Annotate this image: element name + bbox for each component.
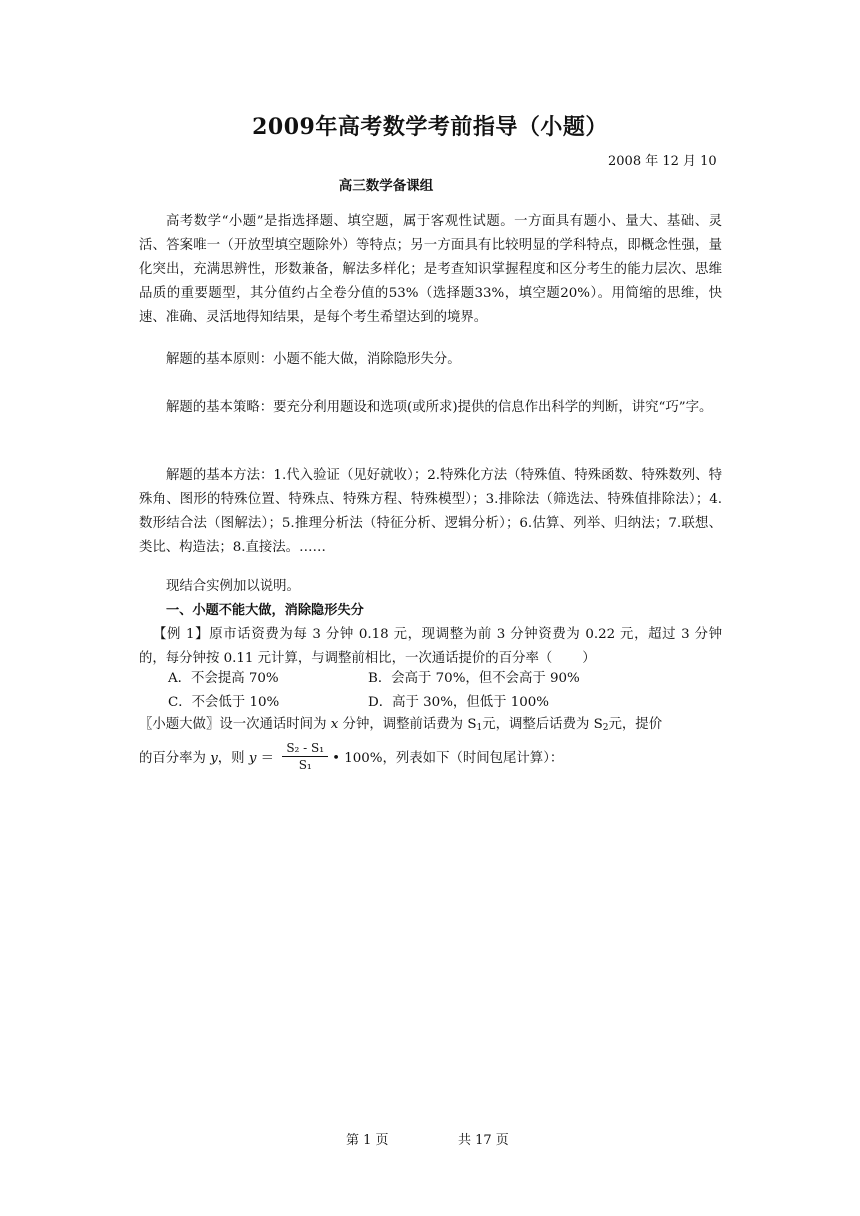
principle-paragraph: 解题的基本原则：小题不能大做，消除隐形失分。 bbox=[166, 352, 461, 367]
option-c: C．不会低于 10% bbox=[168, 695, 280, 710]
note-text: • 100%，列表如下（时间包尾计算）： bbox=[332, 751, 564, 766]
combine-paragraph: 现结合实例加以说明。 bbox=[166, 579, 300, 594]
note-line-2 bbox=[139, 742, 722, 782]
option-a: A．不会提高 70% bbox=[168, 671, 279, 686]
note-text: 分钟，调整前话费为 S bbox=[338, 717, 477, 732]
note-text: 〖小题大做〗设一次通话时间为 bbox=[139, 717, 331, 732]
section-heading: 一、小题不能大做，消除隐形失分 bbox=[166, 603, 364, 618]
total-pages: 共 17 页 bbox=[458, 1133, 509, 1148]
subscript-1: 1 bbox=[476, 723, 483, 733]
document-author: 高三数学备课组 bbox=[338, 178, 434, 194]
variable-y: y bbox=[248, 751, 257, 766]
note-line-1 bbox=[139, 713, 722, 740]
example-1-text-end: ） bbox=[582, 651, 596, 666]
note-text: 元，提价 bbox=[608, 717, 663, 732]
intro-paragraph: 高考数学“小题”是指选择题、填空题，属于客观性试题。一方面具有题小、量大、基础、灵活、答案唯一（开放型填空题除外）等特点；另一方面具有比较明显的学科特点，即概念性强，量化突出，充满思辨性，形数兼备，解法多样化；是考查知识掌握程度和区分考生的能力层次、思维品质的重要题型，其分值约占全卷分值的53%（选择题33%，填空题20%）。用简缩的思维，快速、准确、灵活地得知结果，是每个考生希望达到的境界。 bbox=[139, 214, 722, 325]
strategy-paragraph: 解题的基本策略：要充分利用题设和选项(或所求)提供的信息作出科学的判断，讲究“巧”字。 bbox=[166, 400, 713, 415]
note-text: 元，调整后话费为 S bbox=[482, 717, 603, 732]
note-text: ，则 bbox=[217, 751, 249, 766]
subscript-2: 2 bbox=[602, 723, 609, 733]
methods-paragraph: 解题的基本方法：1.代入验证（见好就收）；2.特殊化方法（特殊值、特殊函数、特殊数列、特殊角、图形的特殊位置、特殊点、特殊方程、特殊模型）；3.排除法（筛选法、特殊值排除法）；4.数形结合法（图解法）；5.推理分析法（特征分析、逻辑分析）；6.估算、列举、归纳法；7.联想、类比、构造法；8.直接法。…… bbox=[139, 468, 722, 555]
equals-sign: ＝ bbox=[256, 751, 279, 766]
example-1-text: 【例 1】原市话资费为每 3 分钟 0.18 元，现调整为前 3 分钟资费为 0.22 元，超过 3 分钟的，每分钟按 0.11 元计算，与调整前相比，一次通话提价的百分率（ bbox=[139, 627, 722, 666]
option-b: B．会高于 70%，但不会高于 90% bbox=[368, 671, 580, 686]
options-row-1 bbox=[168, 667, 580, 691]
example-1-question bbox=[139, 623, 722, 671]
variable-x: x bbox=[330, 717, 339, 732]
fraction-numerator: S₂ - S₁ bbox=[282, 740, 328, 757]
fraction bbox=[282, 740, 328, 773]
variable-y: y bbox=[210, 751, 218, 766]
note-text: 的百分率为 bbox=[139, 751, 211, 766]
document-title: 2009年高考数学考前指导（小题） bbox=[252, 114, 608, 140]
fraction-denominator: S₁ bbox=[298, 758, 312, 772]
page-number: 第 1 页 bbox=[346, 1133, 389, 1148]
options-row-2 bbox=[168, 691, 549, 715]
document-date: 2008 年 12 月 10 bbox=[608, 154, 717, 169]
option-d: D．高于 30%，但低于 100% bbox=[368, 695, 550, 710]
